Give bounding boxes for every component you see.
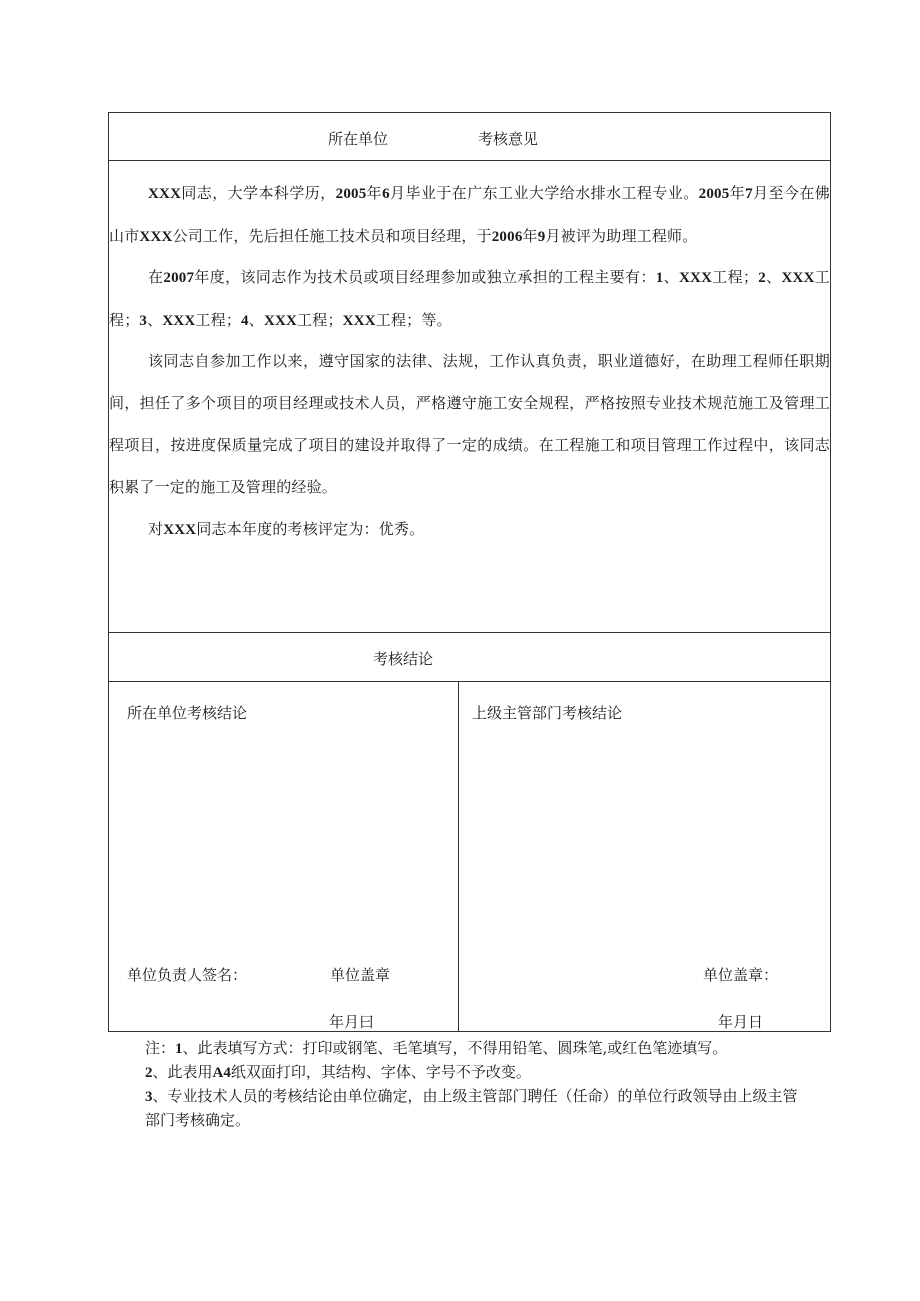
unit-label: 所在单位 (328, 130, 389, 148)
header-divider (109, 160, 830, 161)
unit-seal-label: 单位盖章 (330, 966, 391, 984)
note-3-continued: 部门考核确定。 (145, 1111, 251, 1129)
assessment-form (108, 112, 831, 1032)
opinion-paragraph-1: XXX同志，大学本科学历，2005年6月毕业于在广东工业大学给水排水工程专业。2005年7月至今在佛山市XXX公司工作，先后担任施工技术员和项目经理，于2006年9月被评为助理工程师。 (109, 184, 830, 245)
note-1: 注：1、此表填写方式：打印或钢笔、毛笔填写，不得用铅笔、圆珠笔,或红色笔迹填写。 (145, 1039, 728, 1057)
conclusion-column-divider (458, 681, 459, 1031)
superior-date-label: 年月日 (718, 1013, 764, 1031)
opinion-paragraph-4: 对XXX同志本年度的考核评定为：优秀。 (148, 520, 425, 538)
opinion-paragraph-2: 在2007年度，该同志作为技术员或项目经理参加或独立承担的工程主要有：1、XXX工程；2、XXX工程；3、XXX工程；4、XXX工程；XXX工程；等。 (109, 268, 831, 329)
superior-conclusion-title: 上级主管部门考核结论 (472, 704, 623, 722)
opinion-label: 考核意见 (478, 130, 539, 148)
superior-seal-label: 单位盖章： (703, 966, 779, 984)
note-3: 3、专业技术人员的考核结论由单位确定，由上级主管部门聘任（任命）的单位行政领导由上级主管 (145, 1087, 798, 1105)
opinion-paragraph-3: 该同志自参加工作以来，遵守国家的法律、法规，工作认真负责，职业道德好，在助理工程师任职期间，担任了多个项目的项目经理或技术人员，严格遵守施工安全规程，严格按照专业技术规范施工及管理工程项目，按进度保质量完成了项目的建设并取得了一定的成绩。在工程施工和项目管理工作过程中，该同志积累了一定的施工及管理的经验。 (109, 352, 830, 496)
unit-conclusion-title: 所在单位考核结论 (127, 704, 248, 722)
conclusion-title: 考核结论 (373, 650, 434, 668)
signer-label: 单位负责人签名： (127, 966, 248, 984)
unit-date-label: 年月曰 (329, 1013, 375, 1031)
note-2: 2、此表用A4纸双面打印，其结构、字体、字号不予改变。 (145, 1063, 531, 1081)
opinion-divider (109, 632, 830, 633)
conclusion-divider (109, 681, 830, 682)
